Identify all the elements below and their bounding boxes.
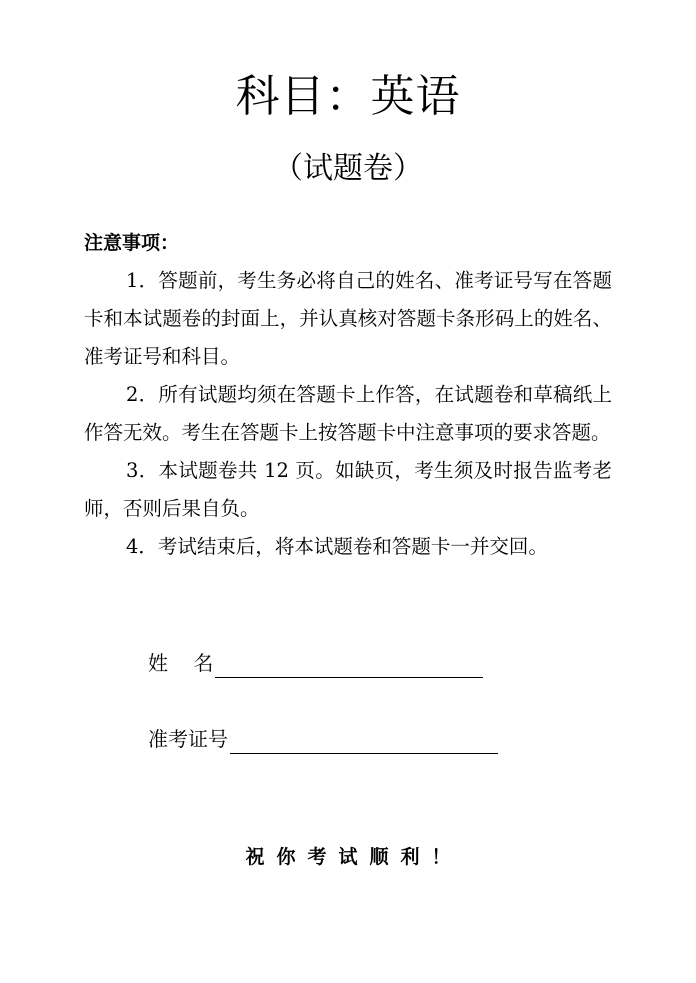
exam-id-field-line[interactable] (230, 729, 498, 754)
name-field-label: 姓 名 (148, 651, 214, 675)
exam-id-field-label: 准考证号 (148, 727, 228, 751)
notice-item-2: 2．所有试题均须在答题卡上作答，在试题卷和草稿纸上作答无效。考生在答题卡上按答题卡中注意事项的要求答题。 (84, 383, 612, 444)
notice-list (84, 262, 612, 566)
page-subtitle: （试题卷） (273, 151, 423, 186)
name-field-line[interactable] (215, 653, 483, 678)
name-field (148, 648, 483, 678)
notice-item-3: 3．本试题卷共 12 页。如缺页，考生须及时报告监考老师，否则后果自负。 (84, 459, 612, 520)
notice-item-1: 1．答题前，考生务必将自己的姓名、准考证号写在答题卡和本试题卷的封面上，并认真核对答题卡条形码上的姓名、准考证号和科目。 (84, 269, 612, 368)
notice-heading: 注意事项： (84, 232, 180, 254)
exam-id-field (148, 724, 498, 754)
notice-item-4: 4．考试结束后，将本试题卷和答题卡一并交回。 (126, 535, 548, 558)
page-title: 科目：英语 (235, 71, 461, 122)
blessing-text: 祝你考试顺利！ (245, 846, 463, 868)
